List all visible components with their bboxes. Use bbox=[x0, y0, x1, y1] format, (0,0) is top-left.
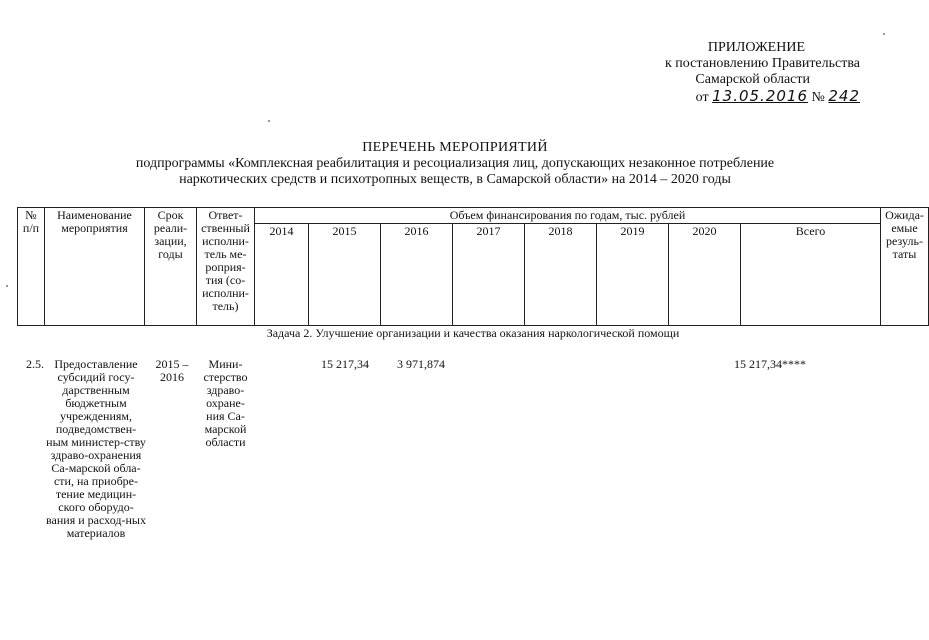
header-year-2015: 2015 bbox=[309, 224, 381, 326]
header-results: Ожида-емые резуль-таты bbox=[881, 208, 929, 326]
row-executor: Мини-стерство здраво-охране-ния Са-марской области bbox=[203, 357, 248, 449]
header-year-2016: 2016 bbox=[381, 224, 453, 326]
header-executor: Ответ-ственный исполни-тель ме-роприя-тия (со-исполни-тель) bbox=[197, 208, 255, 326]
handwritten-number: 242 bbox=[828, 87, 860, 105]
scan-speck bbox=[883, 33, 885, 35]
appendix-block bbox=[600, 40, 860, 106]
row-number: 2.5. bbox=[26, 357, 44, 371]
header-year-2014: 2014 bbox=[255, 224, 309, 326]
row-term: 2015 – 2016 bbox=[155, 357, 189, 384]
scan-speck bbox=[268, 120, 270, 122]
appendix-line-resolution: к постановлению Правительства bbox=[664, 56, 860, 71]
document-subtitle-line-2: наркотических средств и психотропных веществ, в Самарской области» на 2014 – 2020 годы bbox=[179, 172, 731, 187]
document-title: ПЕРЕЧЕНЬ МЕРОПРИЯТИЙ bbox=[362, 140, 548, 155]
row-activity-name: Предоставление субсидий госу-дарственным бюджетным учреждениям, подведомствен-ным министер-ству здраво-охранения Са-марской обла-сти, на приобре-тение медицин-ского оборудо-вания и расход-ных материалов bbox=[46, 357, 146, 540]
appendix-title: ПРИЛОЖЕНИЕ bbox=[707, 40, 805, 55]
row-value-2016: 3 971,874 bbox=[397, 357, 445, 371]
date-prefix: от bbox=[695, 90, 709, 105]
appendix-line-region: Самарской области bbox=[695, 72, 810, 87]
activities-table bbox=[17, 207, 929, 341]
header-year-2020: 2020 bbox=[669, 224, 741, 326]
header-year-2018: 2018 bbox=[525, 224, 597, 326]
task-heading: Задача 2. Улучшение организации и качества оказания наркологической помощи bbox=[266, 326, 680, 340]
document-subtitle-line-1: подпрограммы «Комплексная реабилитация и ресоциализация лиц, допускающих незаконное потребление bbox=[135, 156, 775, 171]
header-financing: Объем финансирования по годам, тыс. рублей bbox=[255, 208, 881, 224]
header-name: Наименование мероприятия bbox=[45, 208, 145, 326]
header-total: Всего bbox=[741, 224, 881, 326]
scan-speck bbox=[6, 285, 8, 287]
document-heading bbox=[60, 140, 850, 188]
handwritten-date: 13.05.2016 bbox=[712, 87, 808, 105]
number-prefix: № bbox=[811, 90, 825, 105]
appendix-date-line bbox=[600, 88, 860, 106]
header-year-2019: 2019 bbox=[597, 224, 669, 326]
row-value-total: 15 217,34**** bbox=[734, 357, 806, 371]
header-num: № п/п bbox=[18, 208, 45, 326]
header-year-2017: 2017 bbox=[453, 224, 525, 326]
header-term: Срок реали-зации, годы bbox=[145, 208, 197, 326]
row-value-2015: 15 217,34 bbox=[321, 357, 369, 371]
